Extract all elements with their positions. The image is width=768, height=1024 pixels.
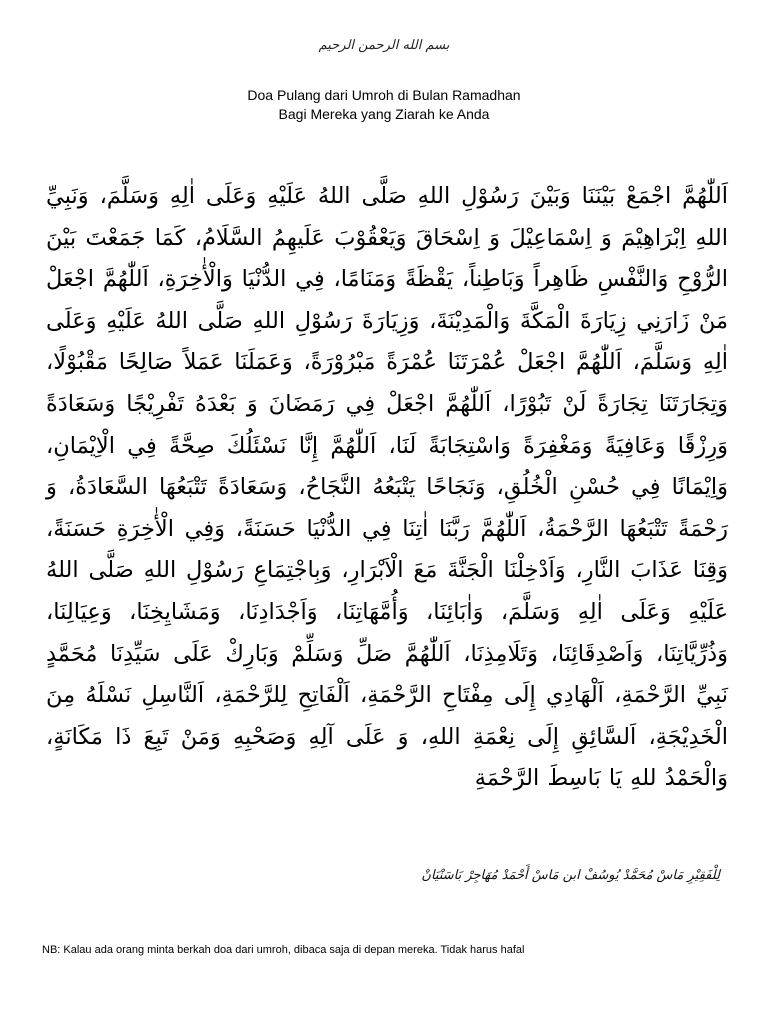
title-line-1: Doa Pulang dari Umroh di Bulan Ramadhan xyxy=(247,87,521,103)
prayer-text: اَللّٰهُمَّ اجْمَعْ بَيْنَنَا وَبَيْنَ رَسُوْلِ اللهِ صَلَّى اللهُ عَلَيْهِ وَعَلَى اٰلِهِ وَسَلَّمَ، وَنَبِيِّ اللهِ اِبْرَاهِيْمَ وَ اِسْمَاعِيْلَ وَ اِسْحَاقَ وَيَعْقُوْبَ عَلَيهِمُ السَّلَامُ، كَمَا جَمَعْتَ بَيْنَ الرُّوْحِ وَالنَّفْسِ ظَاهِراً وَبَاطِناً، يَقْظَةً وَمَنَامًا، فِي الدُّنْيَا وَالْأٰخِرَةِ، اَللّٰهُمَّ اجْعَلْ مَنْ زَارَنِي زِيَارَةَ الْمَكَّةَ وَالْمَدِيْنَةَ، وَزِيَارَةَ رَسُوْلِ اللهِ صَلَّى اللهُ عَلَيْهِ وَعَلَى اٰلِهِ وَسَلَّمَ، اَللّٰهُمَّ اجْعَلْ عُمْرَتَنَا عُمْرَةً مَبْرُوْرَةً، وَعَمَلَنَا عَمَلاً صَالِحًا مَقْبُوْلًا، وَتِجَارَتَنَا تِجَارَةً لَنْ تَبُوْرًا، اَللّٰهُمَّ اجْعَلْ فِي رَمَضَانَ وَ بَعْدَهُ تَفْرِيْجًا وَسَعَادَةً وَرِزْقًا وَعَافِيَةً وَمَغْفِرَةً وَاسْتِجَابَةً لَنَا، اَللّٰهُمَّ إِنَّا نَسْئَلُكَ صِحَّةً فِي الْاِيْمَانِ، وَاِيْمَانًا فِي حُسْنِ الْخُلُقِ، وَنَجَاحًا يَتْبَعُهُ النَّجَاحُ، وَسَعَادَةً تَتْبَعُهَا السَّعَادَةُ، وَ رَحْمَةً تَتْبَعُهَا الرَّحْمَةُ، اَللّٰهُمَّ رَبَّنَا اٰتِنَا فِي الدُّنْيَا حَسَنَةً، وَفِي الْأٰخِرَةِ حَسَنَةً، وَقِنَا عَذَابَ النَّارِ، وَاَدْخِلْنَا الْجَنَّةَ مَعَ الْاَبْرَارِ، وَبِاجْتِمَاعِ رَسُوْلِ اللهِ صَلَّى اللهُ عَلَيْهِ وَعَلَى اٰلِهِ وَسَلَّمَ، وَاٰبَائِنَا، وَأُمَّهَاتِنَا، وَاَجْدَادِنَا، وَمَشَايِخِنَا، وَعِيَالِنَا، وَذُرِّيَّاتِنَا، وَاَصْدِقَائِنَا، وَتَلَامِذِنَا، اَللّٰهُمَّ صَلِّ وَسَلِّمْ وَبَارِكْ عَلَى سَيِّدِنَا مُحَمَّدٍ نَبِيِّ الرَّحْمَةِ، اَلْهَادِي إِلَى مِفْتَاحِ الرَّحْمَةِ، اَلْفَاتِحِ لِلرَّحْمَةِ، اَلنَّاسِلِ نَسْلَهُ مِنَ الْخَدِيْجَةِ، اَلسَّائِقِ إِلَى نِعْمَةِ اللهِ، وَ عَلَى آلِهِ وَصَحْبِهِ وَمَنْ تَبِعَ ذَا مَكَانَةٍ، وَالْحَمْدُ للهِ يَا بَاسِطَ الرَّحْمَةِ xyxy=(46,183,728,792)
title-line-2: Bagi Mereka yang Ziarah ke Anda xyxy=(278,106,490,122)
document-title xyxy=(0,86,768,124)
footer-note: NB: Kalau ada orang minta berkah doa dari umroh, dibaca saja di depan mereka. Tidak harus hafal xyxy=(42,944,525,956)
basmala-calligraphy: بسم الله الرحمن الرحيم xyxy=(318,38,450,53)
author-signature: لِلْفَقِيْرِ مَاسْ مُحَمَّدْ يُوسُفْ ابن مَاسْ أَحْمَدْ مُهَاجِرْ بَاسَنْيَانْ xyxy=(421,868,720,883)
